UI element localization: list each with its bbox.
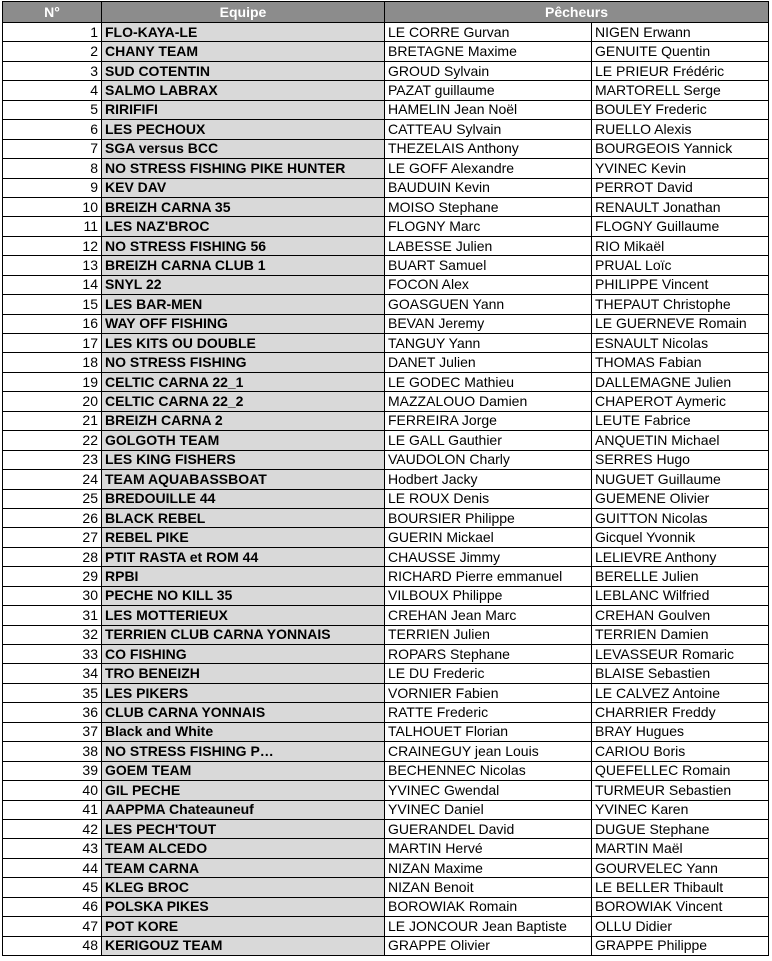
table-row — [3, 761, 769, 780]
table-row — [3, 61, 769, 80]
angler-2: BERELLE Julien — [592, 567, 769, 586]
angler-1: LE JONCOUR Jean Baptiste — [385, 917, 592, 936]
angler-2: CREHAN Goulven — [592, 606, 769, 625]
angler-1: VORNIER Fabien — [385, 683, 592, 702]
angler-2: OLLU Didier — [592, 917, 769, 936]
table-row — [3, 450, 769, 469]
angler-1: DANET Julien — [385, 353, 592, 372]
table-row — [3, 139, 769, 158]
team-name: GOEM TEAM — [102, 761, 385, 780]
header-number: N° — [3, 2, 102, 23]
angler-2: CHAPEROT Aymeric — [592, 392, 769, 411]
row-number: 20 — [3, 392, 102, 411]
table-row — [3, 722, 769, 741]
row-number: 34 — [3, 664, 102, 683]
row-number: 38 — [3, 742, 102, 761]
angler-2: LEBLANC Wilfried — [592, 586, 769, 605]
angler-1: LE ROUX Denis — [385, 489, 592, 508]
angler-2: TURMEUR Sebastien — [592, 781, 769, 800]
table-row — [3, 314, 769, 333]
team-name: BREIZH CARNA 35 — [102, 197, 385, 216]
row-number: 31 — [3, 606, 102, 625]
angler-2: PRUAL Loïc — [592, 256, 769, 275]
row-number: 11 — [3, 217, 102, 236]
angler-2: CARIOU Boris — [592, 742, 769, 761]
table-row — [3, 917, 769, 936]
table-header — [3, 2, 769, 23]
angler-1: GUERANDEL David — [385, 819, 592, 838]
table-row — [3, 100, 769, 119]
angler-2: DUGUE Stephane — [592, 819, 769, 838]
angler-1: BRETAGNE Maxime — [385, 42, 592, 61]
row-number: 43 — [3, 839, 102, 858]
table-row — [3, 742, 769, 761]
row-number: 8 — [3, 159, 102, 178]
angler-2: LE BELLER Thibault — [592, 878, 769, 897]
angler-1: BECHENNEC Nicolas — [385, 761, 592, 780]
table-row — [3, 508, 769, 527]
table-row — [3, 178, 769, 197]
team-name: SNYL 22 — [102, 275, 385, 294]
angler-1: LE GODEC Mathieu — [385, 372, 592, 391]
team-name: LES KING FISHERS — [102, 450, 385, 469]
team-name: CELTIC CARNA 22_2 — [102, 392, 385, 411]
angler-2: CHARRIER Freddy — [592, 703, 769, 722]
angler-2: THEPAUT Christophe — [592, 295, 769, 314]
team-name: NO STRESS FISHING P… — [102, 742, 385, 761]
row-number: 41 — [3, 800, 102, 819]
table-row — [3, 489, 769, 508]
angler-1: HAMELIN Jean Noël — [385, 100, 592, 119]
row-number: 18 — [3, 353, 102, 372]
angler-1: YVINEC Daniel — [385, 800, 592, 819]
angler-1: GRAPPE Olivier — [385, 936, 592, 955]
angler-1: PAZAT guillaume — [385, 81, 592, 100]
angler-2: YVINEC Karen — [592, 800, 769, 819]
table-row — [3, 42, 769, 61]
team-name: PECHE NO KILL 35 — [102, 586, 385, 605]
row-number: 27 — [3, 528, 102, 547]
angler-1: FOCON Alex — [385, 275, 592, 294]
table-row — [3, 256, 769, 275]
team-name: CO FISHING — [102, 645, 385, 664]
row-number: 5 — [3, 100, 102, 119]
row-number: 21 — [3, 411, 102, 430]
table-row — [3, 372, 769, 391]
angler-2: LELIEVRE Anthony — [592, 547, 769, 566]
table-row — [3, 645, 769, 664]
team-name: Black and White — [102, 722, 385, 741]
row-number: 29 — [3, 567, 102, 586]
angler-1: NIZAN Maxime — [385, 858, 592, 877]
team-name: POLSKA PIKES — [102, 897, 385, 916]
angler-2: BLAISE Sebastien — [592, 664, 769, 683]
table-row — [3, 781, 769, 800]
angler-1: LE CORRE Gurvan — [385, 23, 592, 42]
angler-2: ANQUETIN Michael — [592, 431, 769, 450]
table-row — [3, 936, 769, 955]
table-row — [3, 470, 769, 489]
table-row — [3, 411, 769, 430]
angler-2: NIGEN Erwann — [592, 23, 769, 42]
table-row — [3, 23, 769, 42]
team-name: CHANY TEAM — [102, 42, 385, 61]
header-row — [3, 2, 769, 23]
row-number: 3 — [3, 61, 102, 80]
angler-1: FERREIRA Jorge — [385, 411, 592, 430]
team-name: TEAM AQUABASSBOAT — [102, 470, 385, 489]
row-number: 32 — [3, 625, 102, 644]
angler-1: RATTE Frederic — [385, 703, 592, 722]
team-name: LES NAZ'BROC — [102, 217, 385, 236]
row-number: 9 — [3, 178, 102, 197]
team-name: NO STRESS FISHING 56 — [102, 236, 385, 255]
table-row — [3, 217, 769, 236]
row-number: 7 — [3, 139, 102, 158]
team-name: KLEG BROC — [102, 878, 385, 897]
angler-2: BRAY Hugues — [592, 722, 769, 741]
team-name: LES MOTTERIEUX — [102, 606, 385, 625]
team-name: POT KORE — [102, 917, 385, 936]
table-body — [3, 23, 769, 956]
angler-1: TERRIEN Julien — [385, 625, 592, 644]
row-number: 10 — [3, 197, 102, 216]
team-name: BREDOUILLE 44 — [102, 489, 385, 508]
angler-2: PHILIPPE Vincent — [592, 275, 769, 294]
angler-1: LABESSE Julien — [385, 236, 592, 255]
angler-1: GROUD Sylvain — [385, 61, 592, 80]
row-number: 15 — [3, 295, 102, 314]
angler-2: GOURVELEC Yann — [592, 858, 769, 877]
team-name: KEV DAV — [102, 178, 385, 197]
angler-1: MAZZALOUO Damien — [385, 392, 592, 411]
row-number: 33 — [3, 645, 102, 664]
angler-2: RENAULT Jonathan — [592, 197, 769, 216]
team-name: BREIZH CARNA CLUB 1 — [102, 256, 385, 275]
angler-2: NUGUET Guillaume — [592, 470, 769, 489]
team-name: SUD COTENTIN — [102, 61, 385, 80]
table-row — [3, 81, 769, 100]
table-row — [3, 295, 769, 314]
table-row — [3, 120, 769, 139]
row-number: 37 — [3, 722, 102, 741]
angler-2: LE CALVEZ Antoine — [592, 683, 769, 702]
table-row — [3, 275, 769, 294]
team-name: NO STRESS FISHING PIKE HUNTER — [102, 159, 385, 178]
row-number: 16 — [3, 314, 102, 333]
table-row — [3, 606, 769, 625]
table-row — [3, 625, 769, 644]
angler-1: TALHOUET Florian — [385, 722, 592, 741]
angler-1: BOURSIER Philippe — [385, 508, 592, 527]
team-name: BLACK REBEL — [102, 508, 385, 527]
angler-1: CATTEAU Sylvain — [385, 120, 592, 139]
angler-1: LE GOFF Alexandre — [385, 159, 592, 178]
angler-2: GENUITE Quentin — [592, 42, 769, 61]
team-name: TRO BENEIZH — [102, 664, 385, 683]
angler-2: GUEMENE Olivier — [592, 489, 769, 508]
angler-1: BUART Samuel — [385, 256, 592, 275]
angler-1: THEZELAIS Anthony — [385, 139, 592, 158]
angler-1: CRAINEGUY jean Louis — [385, 742, 592, 761]
team-name: LES PECHOUX — [102, 120, 385, 139]
team-name: GOLGOTH TEAM — [102, 431, 385, 450]
table-row — [3, 567, 769, 586]
row-number: 4 — [3, 81, 102, 100]
table-row — [3, 878, 769, 897]
angler-1: Hodbert Jacky — [385, 470, 592, 489]
angler-2: LE GUERNEVE Romain — [592, 314, 769, 333]
angler-1: CREHAN Jean Marc — [385, 606, 592, 625]
table-row — [3, 897, 769, 916]
angler-1: BEVAN Jeremy — [385, 314, 592, 333]
angler-2: SERRES Hugo — [592, 450, 769, 469]
team-name: RIRIFIFI — [102, 100, 385, 119]
table-row — [3, 392, 769, 411]
angler-2: PERROT David — [592, 178, 769, 197]
angler-1: VAUDOLON Charly — [385, 450, 592, 469]
team-name: FLO-KAYA-LE — [102, 23, 385, 42]
team-name: SALMO LABRAX — [102, 81, 385, 100]
team-name: NO STRESS FISHING — [102, 353, 385, 372]
angler-2: FLOGNY Guillaume — [592, 217, 769, 236]
row-number: 1 — [3, 23, 102, 42]
angler-1: MOISO Stephane — [385, 197, 592, 216]
table-row — [3, 819, 769, 838]
row-number: 22 — [3, 431, 102, 450]
table-row — [3, 431, 769, 450]
row-number: 30 — [3, 586, 102, 605]
table-row — [3, 800, 769, 819]
angler-2: BOURGEOIS Yannick — [592, 139, 769, 158]
row-number: 42 — [3, 819, 102, 838]
table-row — [3, 858, 769, 877]
angler-2: ESNAULT Nicolas — [592, 334, 769, 353]
angler-2: QUEFELLEC Romain — [592, 761, 769, 780]
angler-2: LEUTE Fabrice — [592, 411, 769, 430]
table-row — [3, 703, 769, 722]
team-name: TERRIEN CLUB CARNA YONNAIS — [102, 625, 385, 644]
team-name: SGA versus BCC — [102, 139, 385, 158]
angler-2: GUITTON Nicolas — [592, 508, 769, 527]
row-number: 23 — [3, 450, 102, 469]
row-number: 14 — [3, 275, 102, 294]
team-name: GIL PECHE — [102, 781, 385, 800]
row-number: 13 — [3, 256, 102, 275]
angler-1: BOROWIAK Romain — [385, 897, 592, 916]
team-name: BREIZH CARNA 2 — [102, 411, 385, 430]
angler-2: YVINEC Kevin — [592, 159, 769, 178]
row-number: 35 — [3, 683, 102, 702]
table-row — [3, 353, 769, 372]
teams-table — [2, 1, 769, 956]
team-name: LES BAR-MEN — [102, 295, 385, 314]
angler-1: NIZAN Benoit — [385, 878, 592, 897]
row-number: 28 — [3, 547, 102, 566]
angler-2: GRAPPE Philippe — [592, 936, 769, 955]
angler-2: BOULEY Frederic — [592, 100, 769, 119]
row-number: 17 — [3, 334, 102, 353]
team-name: WAY OFF FISHING — [102, 314, 385, 333]
angler-1: RICHARD Pierre emmanuel — [385, 567, 592, 586]
row-number: 47 — [3, 917, 102, 936]
table-row — [3, 528, 769, 547]
team-name: TEAM CARNA — [102, 858, 385, 877]
angler-2: RIO Mikaël — [592, 236, 769, 255]
team-name: LES PIKERS — [102, 683, 385, 702]
table-row — [3, 159, 769, 178]
team-name: LES KITS OU DOUBLE — [102, 334, 385, 353]
angler-1: CHAUSSE Jimmy — [385, 547, 592, 566]
team-name: PTIT RASTA et ROM 44 — [102, 547, 385, 566]
angler-1: BAUDUIN Kevin — [385, 178, 592, 197]
table-row — [3, 839, 769, 858]
table-row — [3, 334, 769, 353]
angler-2: TERRIEN Damien — [592, 625, 769, 644]
row-number: 12 — [3, 236, 102, 255]
team-name: CLUB CARNA YONNAIS — [102, 703, 385, 722]
angler-2: RUELLO Alexis — [592, 120, 769, 139]
angler-1: MARTIN Hervé — [385, 839, 592, 858]
row-number: 24 — [3, 470, 102, 489]
row-number: 6 — [3, 120, 102, 139]
angler-2: Gicquel Yvonnik — [592, 528, 769, 547]
row-number: 2 — [3, 42, 102, 61]
row-number: 25 — [3, 489, 102, 508]
angler-2: LEVASSEUR Romaric — [592, 645, 769, 664]
row-number: 48 — [3, 936, 102, 955]
angler-1: ROPARS Stephane — [385, 645, 592, 664]
table-row — [3, 236, 769, 255]
angler-1: LE DU Frederic — [385, 664, 592, 683]
row-number: 36 — [3, 703, 102, 722]
team-name: RPBI — [102, 567, 385, 586]
row-number: 44 — [3, 858, 102, 877]
table-row — [3, 683, 769, 702]
angler-2: THOMAS Fabian — [592, 353, 769, 372]
table-row — [3, 664, 769, 683]
row-number: 46 — [3, 897, 102, 916]
table-row — [3, 197, 769, 216]
angler-1: GOASGUEN Yann — [385, 295, 592, 314]
angler-1: GUERIN Mickael — [385, 528, 592, 547]
team-name: CELTIC CARNA 22_1 — [102, 372, 385, 391]
header-anglers: Pêcheurs — [385, 2, 769, 23]
angler-1: FLOGNY Marc — [385, 217, 592, 236]
team-name: KERIGOUZ TEAM — [102, 936, 385, 955]
angler-1: LE GALL Gauthier — [385, 431, 592, 450]
table-row — [3, 586, 769, 605]
angler-2: MARTIN Maël — [592, 839, 769, 858]
team-name: TEAM ALCEDO — [102, 839, 385, 858]
table-row — [3, 547, 769, 566]
row-number: 40 — [3, 781, 102, 800]
team-name: AAPPMA Chateauneuf — [102, 800, 385, 819]
row-number: 19 — [3, 372, 102, 391]
row-number: 26 — [3, 508, 102, 527]
angler-1: TANGUY Yann — [385, 334, 592, 353]
angler-1: VILBOUX Philippe — [385, 586, 592, 605]
angler-2: LE PRIEUR Frédéric — [592, 61, 769, 80]
angler-1: YVINEC Gwendal — [385, 781, 592, 800]
team-name: REBEL PIKE — [102, 528, 385, 547]
angler-2: DALLEMAGNE Julien — [592, 372, 769, 391]
header-team: Equipe — [102, 2, 385, 23]
row-number: 45 — [3, 878, 102, 897]
team-name: LES PECH'TOUT — [102, 819, 385, 838]
angler-2: BOROWIAK Vincent — [592, 897, 769, 916]
row-number: 39 — [3, 761, 102, 780]
angler-2: MARTORELL Serge — [592, 81, 769, 100]
